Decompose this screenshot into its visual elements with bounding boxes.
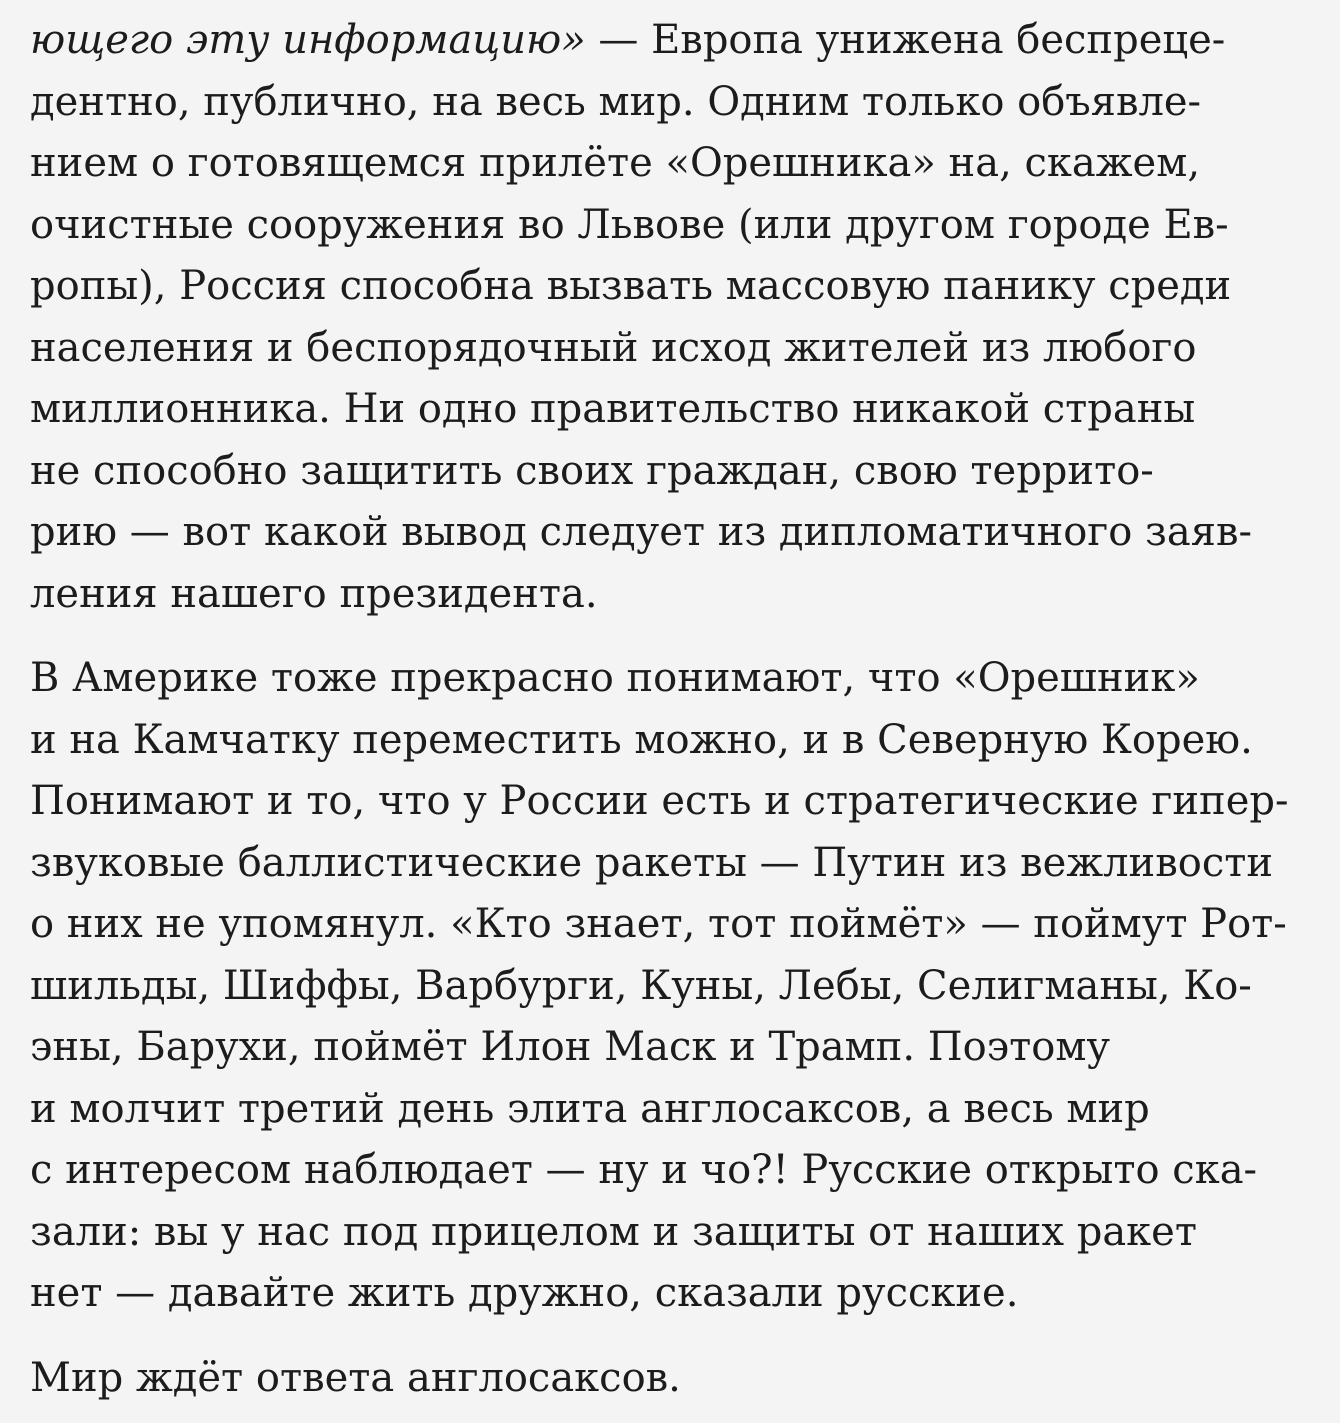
paragraph-3 bbox=[30, 1348, 1310, 1410]
paragraph-2 bbox=[30, 648, 1310, 1325]
text-line: ления нашего президента. bbox=[30, 570, 598, 617]
text-line: В Америке тоже прекрасно понимают, что «Орешник» bbox=[30, 655, 1200, 701]
text-line: дентно, публично, на весь мир. Одним только объявле- bbox=[30, 78, 1202, 125]
text-line: с интересом наблюдает — ну и чо?! Русские открыто ска- bbox=[30, 1147, 1258, 1193]
text-line bbox=[30, 10, 1310, 72]
text-line: населения и беспорядочный исход жителей из любого bbox=[30, 324, 1197, 371]
italic-quote-fragment: ющего эту информацию» bbox=[30, 17, 586, 63]
text-line: и молчит третий день элита англосаксов, а весь мир bbox=[30, 1085, 1150, 1132]
text-line: шильды, Шиффы, Варбурги, Куны, Лебы, Селигманы, Ко- bbox=[30, 962, 1252, 1009]
paragraph-1 bbox=[30, 10, 1310, 625]
text-line: не способно защитить своих граждан, свою террито- bbox=[30, 447, 1154, 494]
text-line: рию — вот какой вывод следует из дипломатичного заяв- bbox=[30, 509, 1252, 555]
text-line: о них не упомянул. «Кто знает, тот поймёт» — поймут Рот- bbox=[30, 901, 1287, 947]
text-line: очистные сооружения во Львове (или другом городе Ев- bbox=[30, 201, 1229, 248]
text-line: эны, Барухи, поймёт Илон Маск и Трамп. Поэтому bbox=[30, 1024, 1110, 1070]
text-line: Мир ждёт ответа англосаксов. bbox=[30, 1354, 681, 1401]
text-line: ропы), Россия способна вызвать массовую панику среди bbox=[30, 263, 1232, 309]
text-line: зали: вы у нас под прицелом и защиты от наших ракет bbox=[30, 1208, 1197, 1255]
text-line: и на Камчатку переместить можно, и в Северную Корею. bbox=[30, 716, 1253, 763]
text-line: миллионника. Ни одно правительство никакой страны bbox=[30, 386, 1196, 432]
text-fragment: — Европа унижена беспреце- bbox=[585, 17, 1226, 63]
text-line: нет — давайте жить дружно, сказали русские. bbox=[30, 1270, 1019, 1316]
text-line: звуковые баллистические ракеты — Путин из вежливости bbox=[30, 839, 1274, 886]
text-line: нием о готовящемся прилёте «Орешника» на, скажем, bbox=[30, 140, 1201, 186]
text-line: Понимают и то, что у России есть и стратегические гипер- bbox=[30, 778, 1289, 824]
